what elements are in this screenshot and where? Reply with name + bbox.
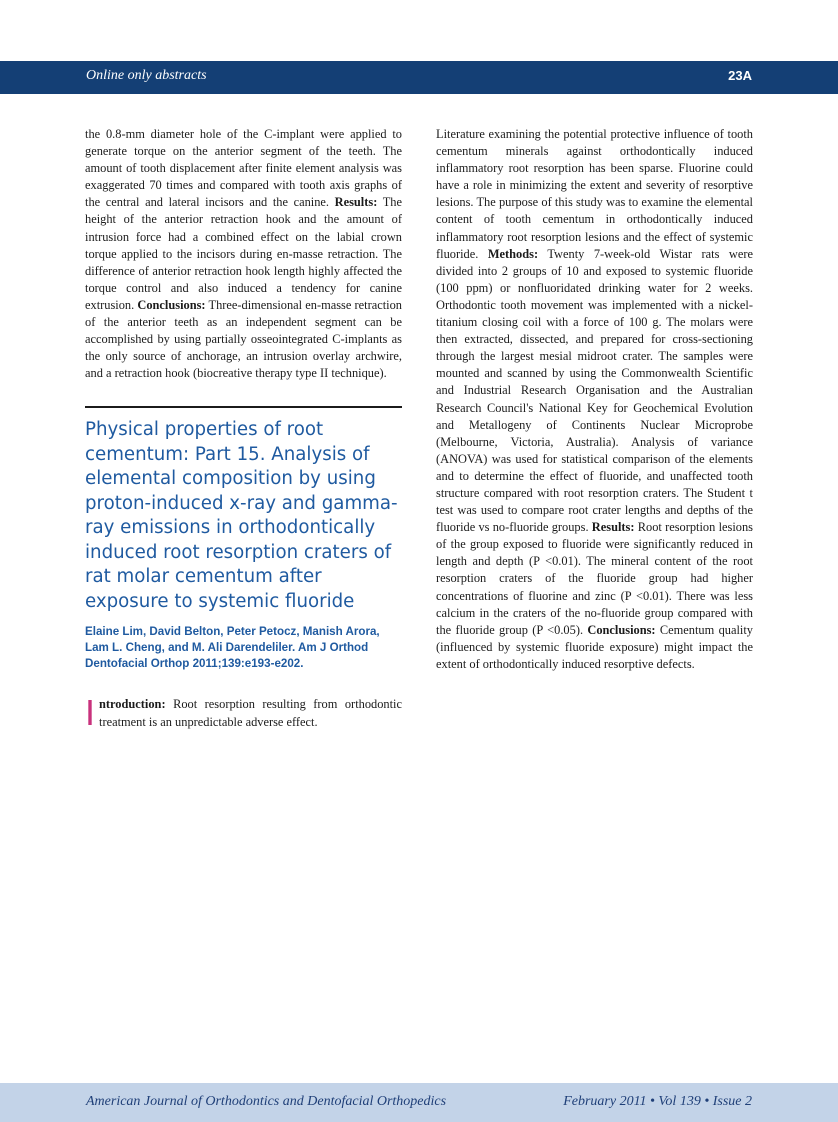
background-text: Literature examining the potential protective influence of tooth cementum minerals against orthodontically induced inflammatory root resorption has been sparse. Fluorine could have a role in minimizing the extent and severity of resorptive lesions. The purpose of this study was to examine the elemental content of tooth cementum in orthodontically induced inflammatory root resorption lesions and the effect of systemic fluoride. [436,127,753,261]
section-label: Online only abstracts [86,68,207,83]
left-column [85,126,402,734]
conclusions-label-2: Conclusions: [587,622,656,637]
journal-name: American Journal of Orthodontics and Dentofacial Orthopedics [86,1094,447,1109]
drop-cap: I [85,692,96,734]
continued-text: the 0.8-mm diameter hole of the C-implant were applied to generate torque on the anterior segment of the teeth. The amount of tooth displacement after finite element analysis was exaggerated 70 times and compared with tooth axis graphs of the central and lateral incisors and the canine. [85,127,402,210]
conclusions-label: Conclusions: [137,297,206,312]
abstract-continuation [436,126,753,673]
page-number: 23A [728,68,752,83]
methods-label: Methods: [487,246,539,261]
footer-bar [0,1083,838,1122]
introduction-label: ntroduction: [99,697,166,712]
header-bar [0,61,838,94]
conclusions-text: Three-dimensional en-masse retraction of the anterior teeth as an independent segment can be accomplished by using partially osseointegrated C-implants as the only source of anchorage, an intrusion overlay archwire, and a retraction hook (biocreative therapy type II technique). [85,297,402,381]
results-label-2: Results: [591,520,635,535]
intro-paragraph [85,692,402,734]
continued-abstract [85,126,402,382]
conclusions-text-2: Cementum quality (influenced by systemic fluoride exposure) might impact the extent of orthodontically induced resorptive defects. [436,622,753,671]
section-divider [85,406,402,408]
results-text: The height of the anterior retraction hook and the amount of intrusion force had a combined effect on the labial crown torque applied to the incisors during en-masse retraction. The difference of anterior retraction hook length highly affected the torque control and also induced a tendency for canine extrusion. [85,195,402,312]
results-label: Results: [334,195,378,210]
methods-text: Twenty 7-week-old Wistar rats were divided into 2 groups of 10 and exposed to systemic fluoride (100 ppm) or nonfluoridated drinking water for 2 weeks. Orthodontic tooth movement was implemented with a nickel-titanium closing coil with a force of 100 g. The molars were then extracted, dissected, and prepared for cross-sectioning through the largest mesial midroot crater. The samples were mounted and scanned by using the Commonwealth Scientific and Industrial Research Organisation and the Australian Research Council's National Key for Geochemical Evolution and Metallogeny of Continents Nuclear Microprobe (Melbourne, Victoria, Australia). Analysis of variance (ANOVA) was used for statistical comparison of the elements and to determine the effect of fluoride, and unaffected tooth structure compared with root resorption craters. The Student t test was used to compare root crater lengths and depths of the fluoride vs no-fluoride groups. [436,246,753,535]
issue-info: February 2011 • Vol 139 • Issue 2 [563,1094,752,1109]
introduction-text: Root resorption resulting from orthodontic treatment is an unpredictable adverse effect. [99,697,402,729]
right-column [436,126,753,673]
results-text-2: Root resorption lesions of the group exposed to fluoride were significantly reduced in length and depth (P <0.01). The mineral content of the root resorption craters of the fluoride group had higher concentrations of fluorine and zinc (P <0.01). There was less calcium in the craters of the no-fluoride group compared with the fluoride group (P <0.05). [436,520,753,637]
article-authors: Elaine Lim, David Belton, Peter Petocz, Manish Arora, Lam L. Cheng, and M. Ali Darendeliler. Am J Orthod Dentofacial Orthop 2011;139:e193-e202. [85,625,380,671]
article-title: Physical properties of root cementum: Part 15. Analysis of elemental composition by using proton-induced x-ray and gamma-ray emissions in orthodontically induced root resorption craters of rat molar cementum after exposure to systemic fluoride [85,419,398,612]
